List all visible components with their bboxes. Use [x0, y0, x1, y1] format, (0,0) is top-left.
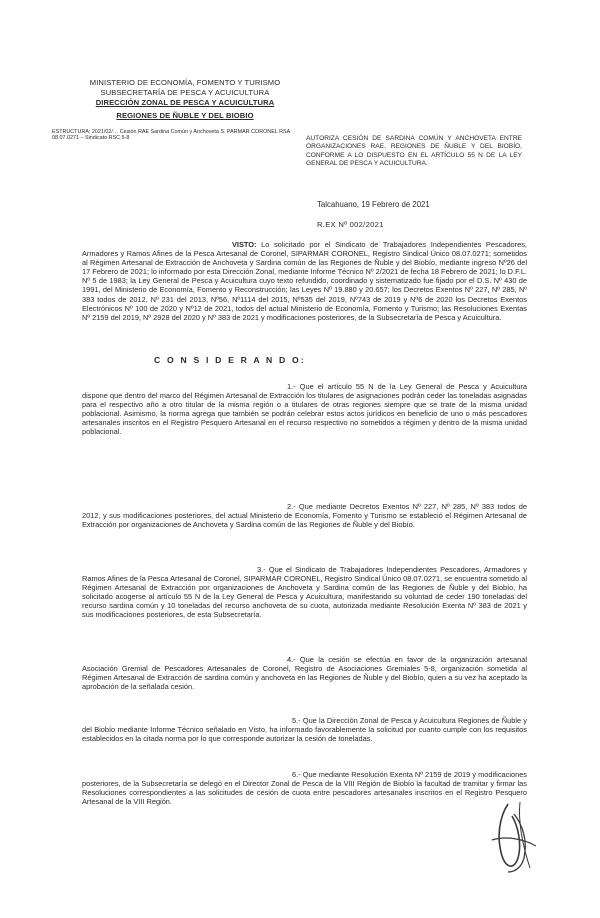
- visto-paragraph: [82, 240, 527, 322]
- considerando-item-1: 1.- Que el artículo 55 N de la Ley General de Pesca y Acuicultura dispone que dentro del marco del Régimen Artesanal de Extracción los titulares de asignaciones podrán ceder las toneladas asignadas para el respectivo año a otro titular de la misma región o a titulares de otras regiones siempre que se trate de la misma unidad poblacional. Asimismo, la norma agrega que también se podrán celebrar estos actos jurídicos en beneficio de uno o más pescadores artesanales inscritos en el Registro Pesquero Artesanal en el recurso respectivo no sometidos a régimen y dentro de la misma unidad poblacional.: [82, 382, 527, 437]
- regions-line: REGIONES DE ÑUBLE Y DEL BIOBIO: [116, 111, 254, 120]
- zonal-direction-line: DIRECCIÓN ZONAL DE PESCA Y ACUICULTURA: [95, 98, 275, 107]
- visto-text: Lo solicitado por el Sindicato de Trabajadores Independientes Pescadores, Armadores y Ramos Afines de la Pesca Artesanal de Coronel, SIPARMAR CORONEL, Registro Sindical Único 08.07.0271; sometidos al Régimen Artesanal de Extracción de Anchoveta y Sardina común de las Regiones de Ñuble y del Biobío, mediante ingreso Nº26 del 17 Febrero de 2021; lo informado por esta Dirección Zonal, mediante Informe Técnico Nº 2/2021 de fecha 18 Febrero de 2021; lo D.F.L. Nº 5 de 1983; la Ley General de Pesca y Acuicultura cuyo texto refundido, coordinado y sistematizado fue fijado por el D.S. Nº 430 de 1991, del Ministerio de Economía, Fomento y Reconstrucción; las Leyes Nº 19.880 y 20.657; los Decretos Exentos Nº 227, Nº 285, Nº 383 todos de 2012, Nº 231 del 2013, Nº56, Nº1114 del 2015, Nº535 del 2019, Nº743 de 2019 y Nº6 de 2020 los Decretos Exentos Electrónicos Nº 100 de 2020 y Nº12 de 2021, todos del actual Ministerio de Economía, Fomento y Turismo; las Resoluciones Exentas Nº 2159 del 2019, Nº 2928 del 2020 y Nº 383 de 2021 y modificaciones posteriores, de la Subsecretaría de Pesca y Acuicultura.: [82, 240, 527, 322]
- file-reference: ESTRUCTURA: 2021/02/… Cesión RAE Sardina Común y Anchoveta S. PARMAR CORONEL RSA 08.07.0271 – Sindicato RSC 5-8: [52, 129, 290, 142]
- visto-label: VISTO:: [232, 240, 257, 249]
- ministry-line: MINISTERIO DE ECONOMÍA, FOMENTO Y TURISMO: [89, 78, 281, 87]
- considerando-item-6: 6.- Que mediante Resolución Exenta Nº 2159 de 2019 y modificaciones posteriores, de la Subsecretaría se delegó en el Director Zonal de Pesca de la VIII Región de Biobío la facultad de tramitar y firmar las Resoluciones correspondientes a las solicitudes de cesión de cuota entre pescadores artesanales inscritos en el Registro Pesquero Artesanal de la VIII Región.: [82, 770, 527, 807]
- place-date: Talcahuano, 19 Febrero de 2021: [317, 200, 430, 209]
- considerando-item-2: 2.- Que mediante Decretos Exentos Nº 227, Nº 285, Nº 383 todos de 2012, y sus modificaciones posteriores, del actual Ministerio de Economía, Fomento y Turismo se estableció el Régimen Artesanal de Extracción por organizaciones de Anchoveta y Sardina común de las Regiones de Ñuble y del Biobío.: [82, 502, 527, 530]
- considerando-item-5: 5.- Que la Dirección Zonal de Pesca y Acuicultura Regiones de Ñuble y del Biobío mediante Informe Técnico señalado en Visto, ha informado favorablemente la solicitud por cuanto cumple con los requisitos establecidos en la citada norma por lo que corresponde autorizar la cesión de toneladas.: [82, 716, 527, 744]
- considerando-heading: C O N S I D E R A N D O:: [154, 355, 306, 365]
- handwritten-signature: [478, 796, 548, 878]
- resolution-subject: AUTORIZA CESIÓN DE SARDINA COMÚN Y ANCHOVETA ENTRE ORGANIZACIONES RAE, REGIONES DE ÑUBLE Y DEL BIOBÍO, CONFORME A LO DISPUESTO EN EL ARTÍCULO 55 N DE LA LEY GENERAL DE PESCA Y ACUICULTURA.: [306, 135, 522, 168]
- document-header: [60, 78, 310, 121]
- subsecretariat-line: SUBSECRETARÍA DE PESCA Y ACUICULTURA: [100, 88, 270, 97]
- considerando-item-3: 3.- Que el Sindicato de Trabajadores Independientes Pescadores, Armadores y Ramos Afines de la Pesca Artesanal de Coronel, SIPARMAR CORONEL, Registro Sindical Único 08.07.0271, se encuentra sometido al Régimen Artesanal de Extracción por organizaciones de Anchoveta y Sardina común de las Regiones de Ñuble y del Biobío, ha solicitado acogerse al artículo 55 N de la Ley General de Pesca y Acuicultura, manifestando su voluntad de ceder 190 toneladas del recurso sardina común y 10 toneladas del recurso anchoveta de su cuota, autorizada mediante Resolución Exenta Nº 383 de 2021 y sus modificaciones posteriores, de esta Subsecretaría.: [82, 565, 527, 620]
- considerando-item-4: 4.- Que la cesión se efectúa en favor de la organización artesanal Asociación Gremial de Pescadores Artesanales de Coronel, Registro de Asociaciones Gremiales 5-8, organización sometida al Régimen Artesanal de Extracción de sardina común y anchoveta en las Regiones de Ñuble y del Biobío, quien a su vez ha aceptado la aprobación de la señalada cesión.: [82, 655, 527, 692]
- resolution-number: R.EX Nº 002/2021: [317, 220, 384, 229]
